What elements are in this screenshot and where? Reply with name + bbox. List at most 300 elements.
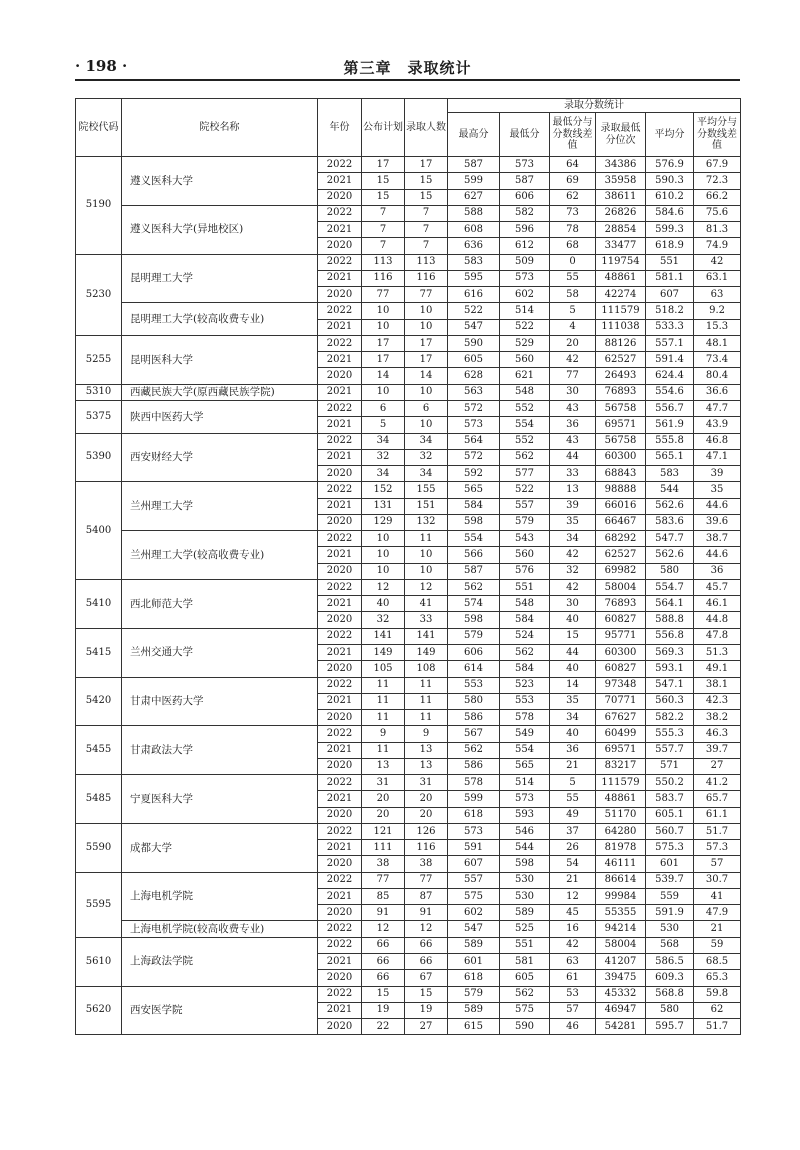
admitted-cell: 11 <box>405 693 448 709</box>
admitted-cell: 11 <box>405 531 448 547</box>
min-cell: 549 <box>500 726 550 742</box>
school-code: 5400 <box>76 482 122 580</box>
plan-cell: 113 <box>362 254 405 270</box>
plan-cell: 91 <box>362 905 405 921</box>
year-cell: 2021 <box>318 888 362 904</box>
year-cell: 2021 <box>318 547 362 563</box>
school-name: 甘肃中医药大学 <box>122 677 318 726</box>
min-rank-cell: 46111 <box>596 856 646 872</box>
avg-cell: 533.3 <box>646 319 694 335</box>
avg-diff-cell: 67.9 <box>694 157 741 173</box>
min-diff-cell: 78 <box>550 222 596 238</box>
table-row <box>76 205 741 221</box>
avg-diff-cell: 57 <box>694 856 741 872</box>
admitted-cell: 20 <box>405 807 448 823</box>
admitted-cell: 17 <box>405 335 448 351</box>
min-diff-cell: 43 <box>550 400 596 416</box>
min-cell: 582 <box>500 205 550 221</box>
min-diff-cell: 42 <box>550 937 596 953</box>
year-cell: 2020 <box>318 612 362 628</box>
avg-diff-cell: 59.8 <box>694 986 741 1002</box>
min-cell: 581 <box>500 954 550 970</box>
school-code: 5190 <box>76 157 122 255</box>
table-row <box>76 384 741 400</box>
avg-diff-cell: 66.2 <box>694 189 741 205</box>
min-diff-cell: 44 <box>550 449 596 465</box>
school-name: 上海电机学院(较高收费专业) <box>122 921 318 937</box>
admitted-cell: 20 <box>405 791 448 807</box>
avg-cell: 559 <box>646 888 694 904</box>
min-diff-cell: 61 <box>550 970 596 986</box>
min-rank-cell: 26493 <box>596 368 646 384</box>
avg-diff-cell: 73.4 <box>694 352 741 368</box>
max-cell: 616 <box>448 287 500 303</box>
min-diff-cell: 14 <box>550 677 596 693</box>
plan-cell: 10 <box>362 547 405 563</box>
min-diff-cell: 21 <box>550 758 596 774</box>
year-cell: 2022 <box>318 823 362 839</box>
plan-cell: 11 <box>362 677 405 693</box>
min-diff-cell: 55 <box>550 270 596 286</box>
max-cell: 599 <box>448 173 500 189</box>
avg-cell: 562.6 <box>646 547 694 563</box>
min-diff-cell: 13 <box>550 482 596 498</box>
avg-diff-cell: 38.1 <box>694 677 741 693</box>
year-cell: 2022 <box>318 726 362 742</box>
avg-diff-cell: 38.2 <box>694 710 741 726</box>
min-cell: 573 <box>500 157 550 173</box>
avg-diff-cell: 41.2 <box>694 775 741 791</box>
plan-cell: 31 <box>362 775 405 791</box>
min-rank-cell: 35958 <box>596 173 646 189</box>
avg-diff-cell: 36.6 <box>694 384 741 400</box>
avg-diff-cell: 74.9 <box>694 238 741 254</box>
avg-cell: 593.1 <box>646 661 694 677</box>
min-cell: 589 <box>500 905 550 921</box>
min-cell: 577 <box>500 466 550 482</box>
plan-cell: 34 <box>362 466 405 482</box>
max-cell: 584 <box>448 498 500 514</box>
avg-cell: 530 <box>646 921 694 937</box>
avg-cell: 561.9 <box>646 417 694 433</box>
min-rank-cell: 97348 <box>596 677 646 693</box>
admitted-cell: 149 <box>405 644 448 660</box>
avg-cell: 609.3 <box>646 970 694 986</box>
header-name: 院校名称 <box>122 99 318 157</box>
max-cell: 606 <box>448 644 500 660</box>
plan-cell: 20 <box>362 807 405 823</box>
min-diff-cell: 40 <box>550 726 596 742</box>
min-rank-cell: 88126 <box>596 335 646 351</box>
school-code: 5415 <box>76 628 122 677</box>
school-name: 昆明医科大学 <box>122 335 318 384</box>
school-name: 昆明理工大学(较高收费专业) <box>122 303 318 336</box>
admitted-cell: 34 <box>405 433 448 449</box>
year-cell: 2021 <box>318 742 362 758</box>
min-rank-cell: 55355 <box>596 905 646 921</box>
year-cell: 2021 <box>318 840 362 856</box>
plan-cell: 17 <box>362 157 405 173</box>
min-cell: 551 <box>500 579 550 595</box>
min-cell: 573 <box>500 791 550 807</box>
max-cell: 575 <box>448 888 500 904</box>
avg-diff-cell: 75.6 <box>694 205 741 221</box>
admitted-cell: 12 <box>405 579 448 595</box>
avg-diff-cell: 9.2 <box>694 303 741 319</box>
avg-cell: 605.1 <box>646 807 694 823</box>
avg-cell: 551 <box>646 254 694 270</box>
min-rank-cell: 28854 <box>596 222 646 238</box>
avg-cell: 544 <box>646 482 694 498</box>
min-rank-cell: 64280 <box>596 823 646 839</box>
min-rank-cell: 34386 <box>596 157 646 173</box>
max-cell: 590 <box>448 335 500 351</box>
plan-cell: 32 <box>362 612 405 628</box>
table-row <box>76 157 741 173</box>
admitted-cell: 31 <box>405 775 448 791</box>
avg-diff-cell: 81.3 <box>694 222 741 238</box>
avg-diff-cell: 65.3 <box>694 970 741 986</box>
max-cell: 562 <box>448 579 500 595</box>
year-cell: 2022 <box>318 579 362 595</box>
school-code: 5455 <box>76 726 122 775</box>
avg-diff-cell: 39.6 <box>694 514 741 530</box>
avg-cell: 560.3 <box>646 693 694 709</box>
admitted-cell: 7 <box>405 238 448 254</box>
year-cell: 2021 <box>318 644 362 660</box>
min-cell: 552 <box>500 400 550 416</box>
school-name: 西安财经大学 <box>122 433 318 482</box>
year-cell: 2021 <box>318 1002 362 1018</box>
min-diff-cell: 5 <box>550 775 596 791</box>
admitted-cell: 11 <box>405 710 448 726</box>
min-diff-cell: 37 <box>550 823 596 839</box>
admitted-cell: 10 <box>405 319 448 335</box>
plan-cell: 77 <box>362 872 405 888</box>
min-cell: 579 <box>500 514 550 530</box>
min-diff-cell: 35 <box>550 514 596 530</box>
avg-cell: 547.1 <box>646 677 694 693</box>
min-diff-cell: 36 <box>550 742 596 758</box>
year-cell: 2020 <box>318 970 362 986</box>
school-name: 陕西中医药大学 <box>122 400 318 433</box>
min-rank-cell: 62527 <box>596 352 646 368</box>
max-cell: 608 <box>448 222 500 238</box>
admitted-cell: 10 <box>405 563 448 579</box>
avg-cell: 581.1 <box>646 270 694 286</box>
min-diff-cell: 62 <box>550 189 596 205</box>
min-cell: 602 <box>500 287 550 303</box>
max-cell: 578 <box>448 775 500 791</box>
min-rank-cell: 42274 <box>596 287 646 303</box>
avg-cell: 571 <box>646 758 694 774</box>
min-cell: 562 <box>500 986 550 1002</box>
school-name: 兰州理工大学 <box>122 482 318 531</box>
admitted-cell: 87 <box>405 888 448 904</box>
header-avg-diff: 平均分与分数线差值 <box>694 113 741 157</box>
min-rank-cell: 60499 <box>596 726 646 742</box>
year-cell: 2022 <box>318 400 362 416</box>
year-cell: 2020 <box>318 189 362 205</box>
avg-cell: 554.6 <box>646 384 694 400</box>
avg-cell: 575.3 <box>646 840 694 856</box>
table-row <box>76 921 741 937</box>
school-name: 昆明理工大学 <box>122 254 318 303</box>
min-cell: 605 <box>500 970 550 986</box>
year-cell: 2020 <box>318 287 362 303</box>
admitted-cell: 13 <box>405 742 448 758</box>
min-diff-cell: 26 <box>550 840 596 856</box>
min-rank-cell: 67627 <box>596 710 646 726</box>
min-cell: 551 <box>500 937 550 953</box>
school-name: 兰州理工大学(较高收费专业) <box>122 531 318 580</box>
min-rank-cell: 39475 <box>596 970 646 986</box>
min-diff-cell: 20 <box>550 335 596 351</box>
avg-cell: 583.7 <box>646 791 694 807</box>
min-rank-cell: 69571 <box>596 742 646 758</box>
max-cell: 601 <box>448 954 500 970</box>
min-rank-cell: 111579 <box>596 775 646 791</box>
admitted-cell: 10 <box>405 384 448 400</box>
avg-diff-cell: 59 <box>694 937 741 953</box>
plan-cell: 12 <box>362 579 405 595</box>
admitted-cell: 155 <box>405 482 448 498</box>
admitted-cell: 15 <box>405 189 448 205</box>
min-diff-cell: 57 <box>550 1002 596 1018</box>
avg-diff-cell: 47.8 <box>694 628 741 644</box>
min-cell: 593 <box>500 807 550 823</box>
admission-table-wrap <box>75 98 740 1035</box>
table-row <box>76 335 741 351</box>
max-cell: 553 <box>448 677 500 693</box>
avg-cell: 580 <box>646 1002 694 1018</box>
max-cell: 605 <box>448 352 500 368</box>
plan-cell: 11 <box>362 710 405 726</box>
avg-cell: 601 <box>646 856 694 872</box>
min-rank-cell: 70771 <box>596 693 646 709</box>
max-cell: 580 <box>448 693 500 709</box>
year-cell: 2021 <box>318 352 362 368</box>
min-rank-cell: 38611 <box>596 189 646 205</box>
year-cell: 2022 <box>318 335 362 351</box>
max-cell: 574 <box>448 596 500 612</box>
table-row <box>76 628 741 644</box>
min-rank-cell: 94214 <box>596 921 646 937</box>
min-cell: 587 <box>500 173 550 189</box>
min-diff-cell: 30 <box>550 384 596 400</box>
min-rank-cell: 83217 <box>596 758 646 774</box>
table-row <box>76 482 741 498</box>
year-cell: 2022 <box>318 205 362 221</box>
min-diff-cell: 63 <box>550 954 596 970</box>
min-diff-cell: 4 <box>550 319 596 335</box>
admitted-cell: 11 <box>405 677 448 693</box>
avg-diff-cell: 80.4 <box>694 368 741 384</box>
header-plan: 公布计划 <box>362 99 405 157</box>
school-name: 上海政法学院 <box>122 937 318 986</box>
min-rank-cell: 48861 <box>596 791 646 807</box>
plan-cell: 149 <box>362 644 405 660</box>
plan-cell: 121 <box>362 823 405 839</box>
table-row <box>76 677 741 693</box>
min-cell: 578 <box>500 710 550 726</box>
min-diff-cell: 21 <box>550 872 596 888</box>
max-cell: 583 <box>448 254 500 270</box>
plan-cell: 34 <box>362 433 405 449</box>
year-cell: 2021 <box>318 222 362 238</box>
min-cell: 596 <box>500 222 550 238</box>
min-cell: 576 <box>500 563 550 579</box>
admitted-cell: 41 <box>405 596 448 612</box>
plan-cell: 32 <box>362 449 405 465</box>
table-row <box>76 579 741 595</box>
year-cell: 2022 <box>318 677 362 693</box>
avg-diff-cell: 42.3 <box>694 693 741 709</box>
min-rank-cell: 58004 <box>596 579 646 595</box>
school-name: 甘肃政法大学 <box>122 726 318 775</box>
table-row <box>76 726 741 742</box>
min-diff-cell: 34 <box>550 531 596 547</box>
avg-diff-cell: 51.3 <box>694 644 741 660</box>
avg-cell: 599.3 <box>646 222 694 238</box>
header-max: 最高分 <box>448 113 500 157</box>
year-cell: 2021 <box>318 417 362 433</box>
year-cell: 2022 <box>318 303 362 319</box>
plan-cell: 5 <box>362 417 405 433</box>
school-code: 5595 <box>76 872 122 937</box>
admitted-cell: 141 <box>405 628 448 644</box>
avg-cell: 607 <box>646 287 694 303</box>
avg-cell: 569.3 <box>646 644 694 660</box>
avg-diff-cell: 57.3 <box>694 840 741 856</box>
year-cell: 2022 <box>318 482 362 498</box>
header-min-rank: 录取最低分位次 <box>596 113 646 157</box>
max-cell: 636 <box>448 238 500 254</box>
school-name: 成都大学 <box>122 823 318 872</box>
min-diff-cell: 34 <box>550 710 596 726</box>
school-name: 上海电机学院 <box>122 872 318 921</box>
plan-cell: 129 <box>362 514 405 530</box>
avg-diff-cell: 44.6 <box>694 498 741 514</box>
min-rank-cell: 119754 <box>596 254 646 270</box>
avg-cell: 555.8 <box>646 433 694 449</box>
max-cell: 586 <box>448 758 500 774</box>
admitted-cell: 17 <box>405 157 448 173</box>
min-cell: 553 <box>500 693 550 709</box>
avg-cell: 554.7 <box>646 579 694 595</box>
plan-cell: 11 <box>362 742 405 758</box>
min-diff-cell: 68 <box>550 238 596 254</box>
avg-diff-cell: 47.1 <box>694 449 741 465</box>
plan-cell: 7 <box>362 222 405 238</box>
max-cell: 615 <box>448 1019 500 1035</box>
school-name: 宁夏医科大学 <box>122 775 318 824</box>
max-cell: 607 <box>448 856 500 872</box>
school-code: 5610 <box>76 937 122 986</box>
plan-cell: 10 <box>362 319 405 335</box>
min-rank-cell: 62527 <box>596 547 646 563</box>
table-row <box>76 986 741 1002</box>
avg-diff-cell: 42 <box>694 254 741 270</box>
avg-cell: 591.9 <box>646 905 694 921</box>
admitted-cell: 77 <box>405 287 448 303</box>
header-rule <box>75 79 740 81</box>
min-cell: 543 <box>500 531 550 547</box>
avg-cell: 555.3 <box>646 726 694 742</box>
max-cell: 573 <box>448 417 500 433</box>
admitted-cell: 19 <box>405 1002 448 1018</box>
year-cell: 2022 <box>318 937 362 953</box>
max-cell: 563 <box>448 384 500 400</box>
min-rank-cell: 54281 <box>596 1019 646 1035</box>
table-row <box>76 400 741 416</box>
max-cell: 591 <box>448 840 500 856</box>
avg-diff-cell: 72.3 <box>694 173 741 189</box>
year-cell: 2020 <box>318 905 362 921</box>
min-cell: 598 <box>500 856 550 872</box>
min-cell: 554 <box>500 742 550 758</box>
min-diff-cell: 35 <box>550 693 596 709</box>
min-cell: 544 <box>500 840 550 856</box>
year-cell: 2022 <box>318 628 362 644</box>
min-diff-cell: 43 <box>550 433 596 449</box>
year-cell: 2020 <box>318 368 362 384</box>
avg-diff-cell: 47.7 <box>694 400 741 416</box>
table-row <box>76 775 741 791</box>
avg-diff-cell: 51.7 <box>694 823 741 839</box>
plan-cell: 20 <box>362 791 405 807</box>
admitted-cell: 113 <box>405 254 448 270</box>
admitted-cell: 7 <box>405 205 448 221</box>
avg-cell: 624.4 <box>646 368 694 384</box>
min-cell: 575 <box>500 1002 550 1018</box>
admitted-cell: 13 <box>405 758 448 774</box>
year-cell: 2020 <box>318 758 362 774</box>
school-name: 遵义医科大学 <box>122 157 318 206</box>
plan-cell: 111 <box>362 840 405 856</box>
plan-cell: 10 <box>362 531 405 547</box>
min-diff-cell: 69 <box>550 173 596 189</box>
admitted-cell: 15 <box>405 173 448 189</box>
plan-cell: 66 <box>362 937 405 953</box>
plan-cell: 14 <box>362 368 405 384</box>
max-cell: 567 <box>448 726 500 742</box>
chapter-title: 第三章 录取统计 <box>343 59 472 77</box>
min-rank-cell: 51170 <box>596 807 646 823</box>
table-row <box>76 823 741 839</box>
plan-cell: 10 <box>362 563 405 579</box>
avg-cell: 562.6 <box>646 498 694 514</box>
min-diff-cell: 15 <box>550 628 596 644</box>
school-code: 5230 <box>76 254 122 335</box>
max-cell: 618 <box>448 970 500 986</box>
year-cell: 2020 <box>318 466 362 482</box>
admitted-cell: 14 <box>405 368 448 384</box>
min-diff-cell: 16 <box>550 921 596 937</box>
min-cell: 554 <box>500 417 550 433</box>
avg-diff-cell: 61.1 <box>694 807 741 823</box>
min-cell: 562 <box>500 449 550 465</box>
admitted-cell: 108 <box>405 661 448 677</box>
table-body <box>76 157 741 1035</box>
plan-cell: 17 <box>362 335 405 351</box>
avg-diff-cell: 44.8 <box>694 612 741 628</box>
avg-diff-cell: 62 <box>694 1002 741 1018</box>
min-rank-cell: 81978 <box>596 840 646 856</box>
avg-diff-cell: 44.6 <box>694 547 741 563</box>
table-row <box>76 303 741 319</box>
max-cell: 562 <box>448 742 500 758</box>
